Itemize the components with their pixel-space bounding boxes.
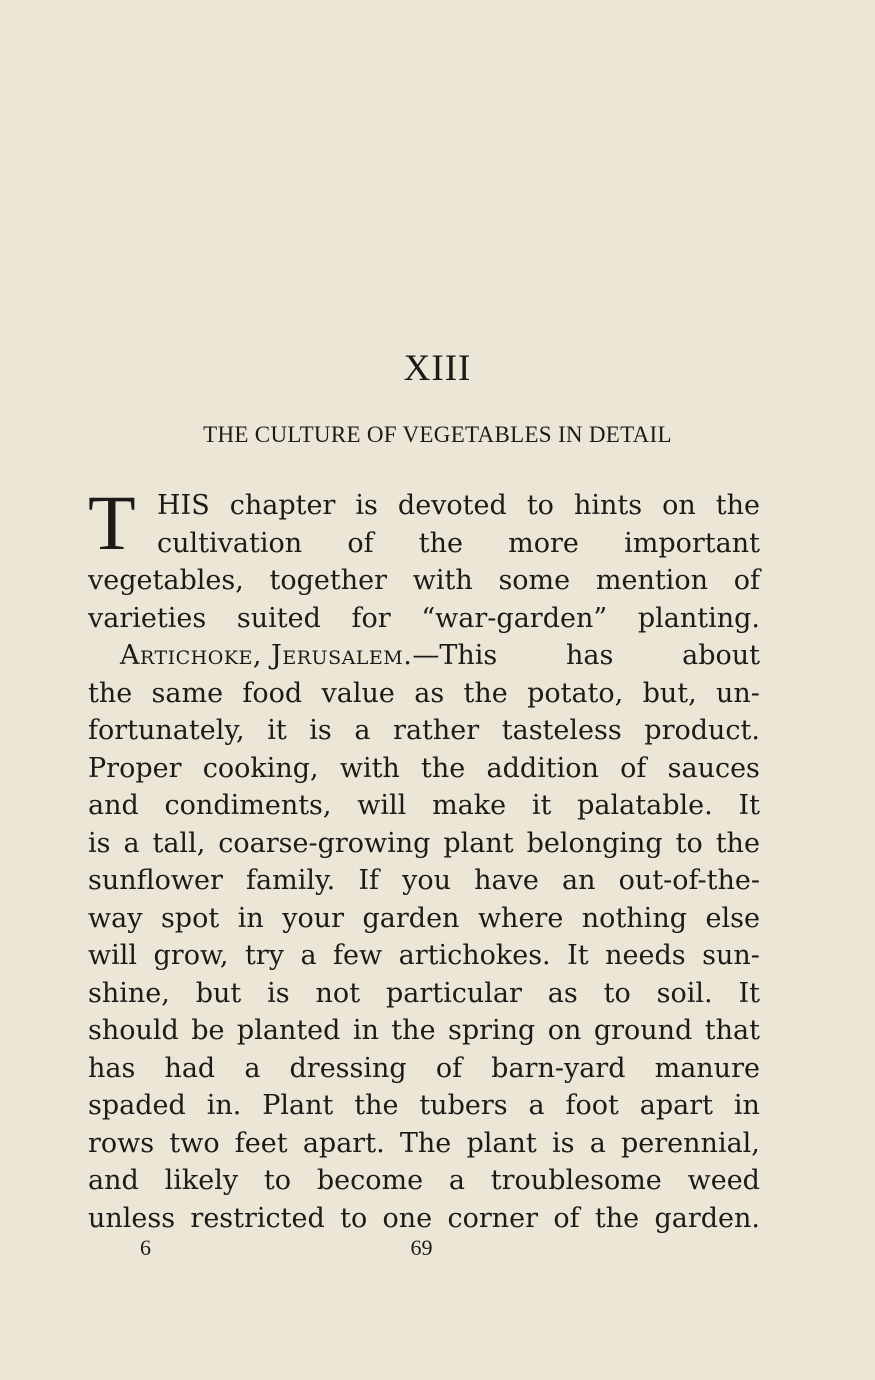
word: in <box>352 1015 379 1046</box>
word: apart <box>639 1090 713 1121</box>
text-line <box>88 750 760 788</box>
word: you <box>402 865 452 896</box>
word: hints <box>573 490 643 521</box>
word: and <box>88 1165 139 1196</box>
word: your <box>282 902 345 934</box>
text-line <box>88 600 760 638</box>
text-line <box>88 1162 760 1200</box>
word: needs <box>605 940 686 971</box>
text-line <box>88 825 760 863</box>
word: unless <box>88 1202 176 1234</box>
word: as <box>414 677 445 709</box>
word: Plant <box>262 1090 334 1121</box>
word: sunflower <box>88 865 223 896</box>
word: “war-garden” <box>421 602 608 634</box>
word: is <box>267 977 290 1009</box>
word: a <box>589 1127 606 1159</box>
text-line <box>88 1012 760 1050</box>
word: make <box>432 790 507 821</box>
word: will <box>357 790 407 821</box>
word: important <box>624 527 760 559</box>
text-line <box>88 562 760 600</box>
word: with <box>339 752 400 784</box>
word: have <box>474 865 539 896</box>
word: tubers <box>419 1090 508 1121</box>
word: fortunately, <box>88 715 245 746</box>
entry-heading: Artichoke, Jerusalem. <box>120 640 413 671</box>
word: foot <box>565 1090 619 1121</box>
word: where <box>477 902 564 934</box>
word: grow, <box>153 940 229 971</box>
word: planted <box>236 1015 341 1046</box>
word: un- <box>716 677 760 709</box>
word: in <box>237 902 264 934</box>
chapter-title: THE CULTURE OF VEGETABLES IN DETAIL <box>203 422 672 447</box>
word: soil. <box>656 977 713 1009</box>
text-line <box>88 1087 760 1125</box>
drop-cap: T <box>88 479 136 566</box>
word: a <box>123 827 140 859</box>
word: an <box>561 865 596 896</box>
intro-paragraph <box>88 487 760 637</box>
text-line <box>88 487 760 525</box>
word: on <box>547 1015 582 1046</box>
word: that <box>704 1015 760 1046</box>
word: a <box>448 1165 465 1196</box>
text-line <box>88 787 760 825</box>
word: of <box>553 1202 580 1234</box>
word: belonging <box>526 827 663 859</box>
text-line <box>88 862 760 900</box>
word: the <box>354 1090 399 1121</box>
word: the <box>421 752 466 784</box>
word: a <box>244 1052 261 1084</box>
word: is <box>309 715 332 746</box>
word: barn-yard <box>491 1052 626 1084</box>
text-line <box>88 675 760 713</box>
word: else <box>705 902 760 934</box>
word: on <box>662 490 696 521</box>
word: value <box>321 677 395 709</box>
word: HIS <box>157 490 210 521</box>
word: with <box>412 565 473 596</box>
word: it <box>531 790 552 821</box>
word: way <box>88 902 143 934</box>
word: for <box>351 602 391 634</box>
word: a <box>300 940 317 971</box>
word: condiments, <box>164 790 332 821</box>
word: coarse-growing <box>218 827 431 859</box>
word: the <box>715 827 760 859</box>
word: It <box>738 977 760 1009</box>
word: garden. <box>654 1202 760 1234</box>
word: It <box>567 940 589 971</box>
word: in. <box>206 1090 242 1121</box>
word: the <box>715 490 760 521</box>
word: should <box>88 1015 179 1046</box>
word: in <box>733 1090 760 1121</box>
word: It <box>738 790 760 821</box>
word: had <box>164 1052 216 1084</box>
signature-mark: 6 <box>140 1235 151 1260</box>
word: artichokes. <box>398 940 551 971</box>
word: rather <box>393 715 480 746</box>
word: try <box>244 940 284 971</box>
word: and <box>88 790 139 821</box>
word: corner <box>447 1202 539 1234</box>
word: the <box>463 677 508 709</box>
word: not <box>315 977 361 1009</box>
word: few <box>333 940 383 971</box>
word: to <box>675 827 703 859</box>
word: of <box>435 1052 463 1084</box>
word: spring <box>447 1015 536 1046</box>
word: tasteless <box>501 715 622 746</box>
word: be <box>191 1015 225 1046</box>
word: has <box>88 1052 136 1084</box>
word: is <box>355 490 378 521</box>
word: troublesome <box>490 1165 662 1196</box>
word: suited <box>236 602 321 634</box>
word: together <box>269 565 387 596</box>
word: weed <box>687 1165 760 1196</box>
paragraph-first-line <box>88 637 760 675</box>
word: plant <box>466 1127 537 1159</box>
word: ground <box>593 1015 693 1046</box>
word: potato, <box>527 677 624 709</box>
word: to <box>340 1202 368 1234</box>
word: If <box>358 865 380 896</box>
word: likely <box>164 1165 239 1196</box>
word: cooking, <box>202 752 319 784</box>
page-number: 69 <box>410 1235 433 1260</box>
text-line <box>88 525 760 563</box>
word: product. <box>644 715 760 746</box>
word: particular <box>385 977 522 1009</box>
word: dressing <box>289 1052 407 1084</box>
word: devoted <box>397 490 507 521</box>
word: spot <box>160 902 220 934</box>
word: spaded <box>88 1090 186 1121</box>
word: two <box>169 1127 220 1159</box>
word: feet <box>234 1127 288 1159</box>
text-line <box>88 975 760 1013</box>
word: the <box>418 527 463 559</box>
word: perennial, <box>621 1127 760 1159</box>
text-line <box>88 1200 760 1238</box>
word: a <box>528 1090 545 1121</box>
word: but <box>195 977 242 1009</box>
word: as <box>547 977 578 1009</box>
word: the <box>88 677 133 709</box>
word: same <box>151 677 224 709</box>
word: to <box>526 490 554 521</box>
entry-heading-rest: —This has about <box>412 640 760 671</box>
word: is <box>88 827 111 859</box>
word: to <box>603 977 631 1009</box>
word: more <box>508 527 579 559</box>
word: cultivation <box>157 527 303 559</box>
word: restricted <box>190 1202 325 1234</box>
word: mention <box>595 565 708 596</box>
word: one <box>382 1202 433 1234</box>
word: sun- <box>702 940 760 971</box>
word: some <box>498 565 571 596</box>
chapter-number: XIII <box>403 348 472 389</box>
word: tall, <box>152 827 206 859</box>
word: vegetables, <box>88 565 244 596</box>
text-line <box>88 712 760 750</box>
word: the <box>391 1015 436 1046</box>
word: of <box>347 527 374 559</box>
word: of <box>620 752 647 784</box>
word: family. <box>246 865 336 896</box>
word: food <box>242 677 303 709</box>
word: palatable. <box>577 790 713 821</box>
word: chapter <box>229 490 336 521</box>
word: but, <box>642 677 697 709</box>
word: will <box>88 940 138 971</box>
word: become <box>316 1165 424 1196</box>
word: to <box>263 1165 292 1196</box>
word: planting. <box>637 602 760 634</box>
word: a <box>354 715 371 746</box>
word: varieties <box>88 602 207 634</box>
word: it <box>267 715 287 746</box>
word: addition <box>486 752 599 784</box>
word: the <box>594 1202 640 1234</box>
word: The <box>399 1127 452 1159</box>
word: of <box>733 565 760 596</box>
text-line <box>88 1050 760 1088</box>
word: plant <box>443 827 514 859</box>
word: rows <box>88 1127 155 1159</box>
text-line <box>88 1125 760 1163</box>
word: nothing <box>581 902 687 934</box>
text-line <box>88 900 760 938</box>
word: sauces <box>667 752 760 784</box>
text-line <box>88 937 760 975</box>
word: is <box>551 1127 575 1159</box>
word: Proper <box>88 752 182 784</box>
word: out-of-the- <box>618 865 760 896</box>
artichoke-paragraph <box>88 637 760 1237</box>
word: garden <box>362 902 460 934</box>
word: shine, <box>88 977 170 1009</box>
word: apart. <box>302 1127 385 1159</box>
word: manure <box>654 1052 760 1084</box>
